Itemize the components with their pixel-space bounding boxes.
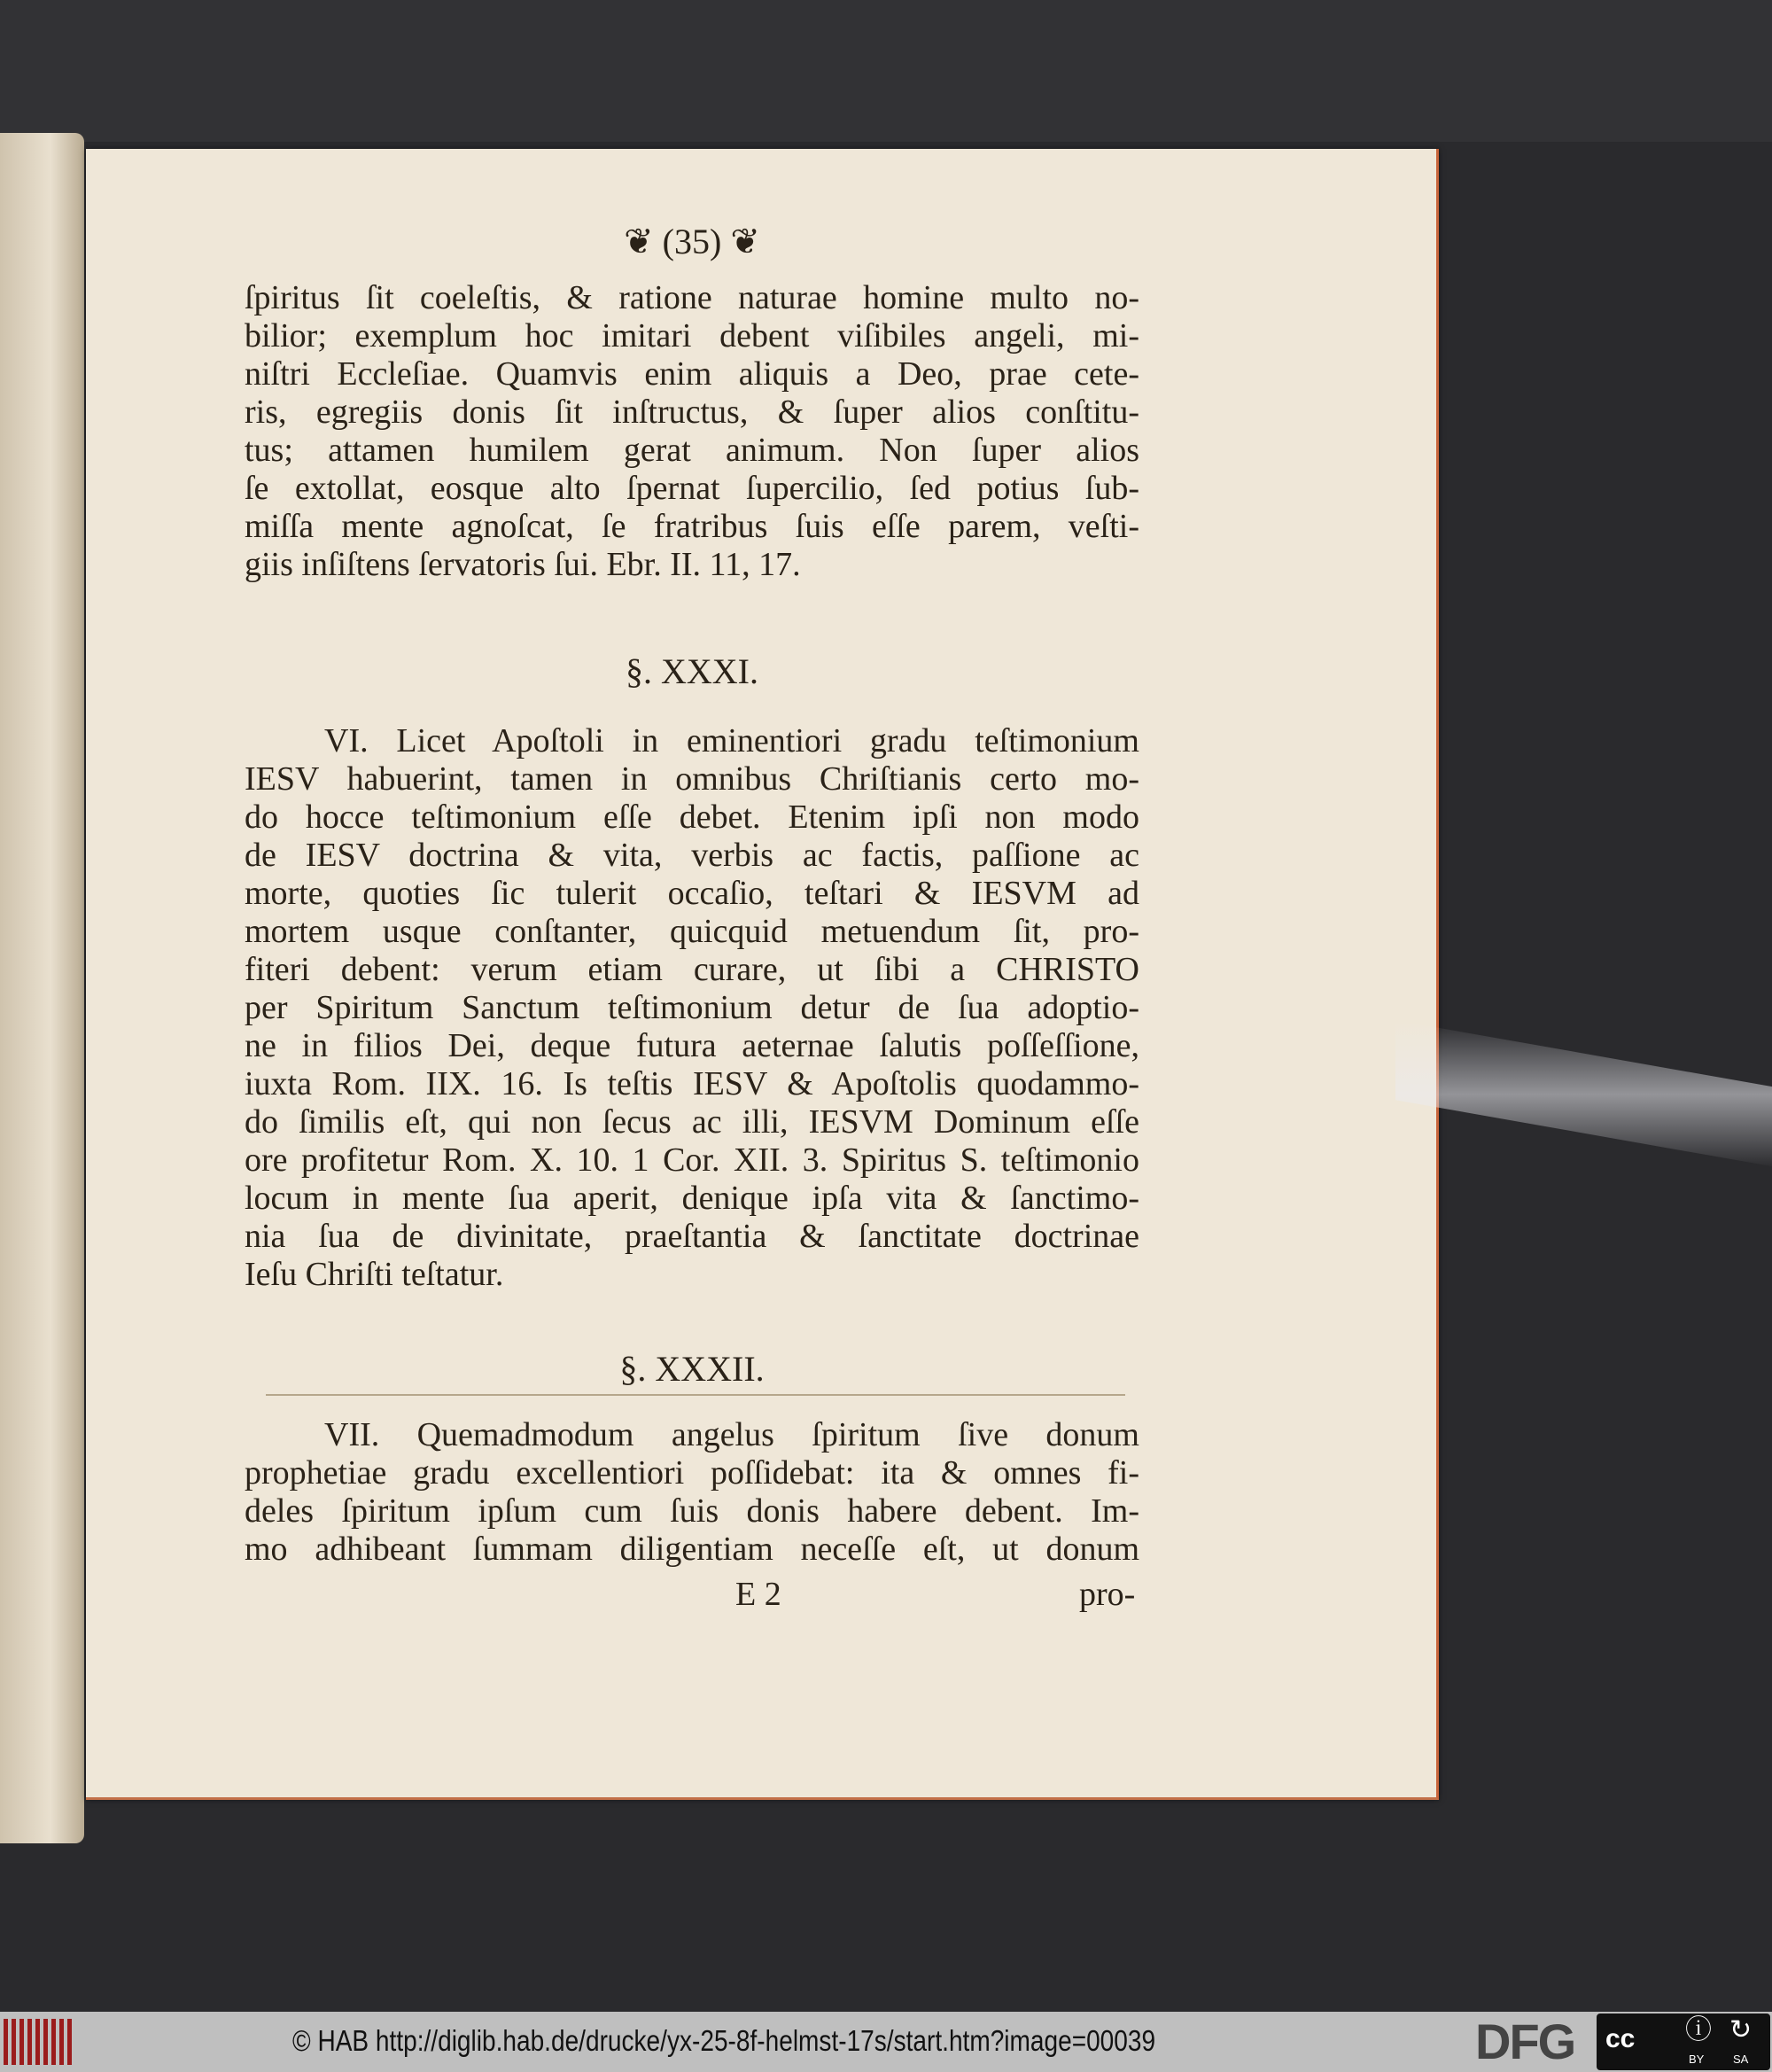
text-line: fiteri debent: verum etiam curare, ut ſibi a CHRISTO [245,951,1139,988]
text-line: ſpiritus ſit coeleſtis, & ratione naturae homine multo no- [245,279,1139,316]
footer-bar [0,2012,1772,2072]
text-line: VI. Licet Apoſtoli in eminentiori gradu teſtimonium [324,722,1139,759]
text-line: miſſa mente agnoſcat, ſe fratribus ſuis eſſe parem, veſti- [245,508,1139,545]
text-line: bilior; exemplum hoc imitari debent viſibiles angeli, mi- [245,317,1139,354]
section-heading-xxxi: §. XXXI. [626,651,758,691]
paragraph-continued [245,279,1139,584]
source-url[interactable]: © HAB http://diglib.hab.de/drucke/yx-25-8f-helmst-17s/start.htm?image=00039 [292,2024,1156,2057]
hab-logo-icon [4,2019,73,2065]
text-line: prophetiae gradu excellentiori poſſidebat: ita & omnes fi- [245,1454,1139,1492]
running-head [245,222,1139,262]
text-line: giis inſiſtens ſervatoris ſui. Ebr. II. 11, 17. [245,546,801,583]
paragraph-vi [245,722,1139,1294]
facing-page-edge [0,133,84,1843]
cc-icon: cc [1605,2024,1636,2053]
text-line: IESV habuerint, tamen in omnibus Chriſtianis certo mo- [245,760,1139,798]
text-line: Ieſu Chriſti teſtatur. [245,1256,504,1293]
text-line: de IESV doctrina & vita, verbis ac factis, paſſione ac [245,837,1139,874]
ornament-left-icon: ❦ [624,222,663,261]
text-line: per Spiritum Sanctum teſtimonium detur de ſua adoptio- [245,989,1139,1026]
text-line: VII. Quemadmodum angelus ſpiritum ſive donum [324,1416,1139,1453]
by-label: BY [1689,2053,1705,2066]
text-line: deles ſpiritum ipſum cum ſuis donis habere debent. Im- [245,1492,1139,1530]
catchword: pro- [1079,1576,1136,1613]
dfg-logo: DFG [1475,2014,1575,2069]
ornament-right-icon: ❦ [721,222,760,261]
text-line: mo adhibeant ſummam diligentiam neceſſe eſt, ut donum [245,1531,1139,1568]
text-line: locum in mente ſua aperit, denique ipſa vita & ſanctimo- [245,1180,1139,1217]
page-number: (35) [662,222,722,261]
text-line: niſtri Eccleſiae. Quamvis enim aliquis a Deo, prae cete- [245,355,1139,393]
sa-label: SA [1733,2053,1749,2066]
text-line: mortem usque conſtanter, quicquid metuendum ſit, pro- [245,913,1139,950]
text-line: ſe extollat, eosque alto ſpernat ſupercilio, ſed potius ſub- [245,470,1139,507]
paragraph-vii [245,1416,1139,1569]
text-line: ore profitetur Rom. X. 10. 1 Cor. XII. 3. Spiritus S. teſtimonio [245,1141,1139,1179]
text-line: ris, egregiis donis ſit inſtructus, & ſuper alios conſtitu- [245,393,1139,431]
text-line: morte, quoties ſic tulerit occaſio, teſtari & IESVM ad [245,875,1139,912]
by-icon: ⓘ [1685,2015,1712,2045]
section-heading-xxxii: §. XXXII. [619,1349,765,1389]
background [0,0,1772,142]
sa-icon: ↻ [1729,2015,1753,2045]
text-line: do ſimilis eſt, qui non ſecus ac illi, IESVM Dominum eſſe [245,1103,1139,1141]
cc-license-badge[interactable] [1597,2014,1770,2070]
text-line: iuxta Rom. IIX. 16. Is teſtis IESV & Apoſtolis quodammo- [245,1065,1139,1102]
light-reflection [1395,1020,1772,1169]
signature-mark: E 2 [735,1576,781,1613]
text-line: tus; attamen humilem gerat animum. Non ſuper alios [245,432,1139,469]
text-line: nia ſua de divinitate, praeſtantia & ſanctitate doctrinae [245,1218,1139,1255]
text-line: do hocce teſtimonium eſſe debet. Etenim ipſi non modo [245,798,1139,836]
text-line: ne in filios Dei, deque futura aeternae ſalutis poſſeſſione, [245,1027,1139,1064]
section-rule [266,1394,1125,1396]
